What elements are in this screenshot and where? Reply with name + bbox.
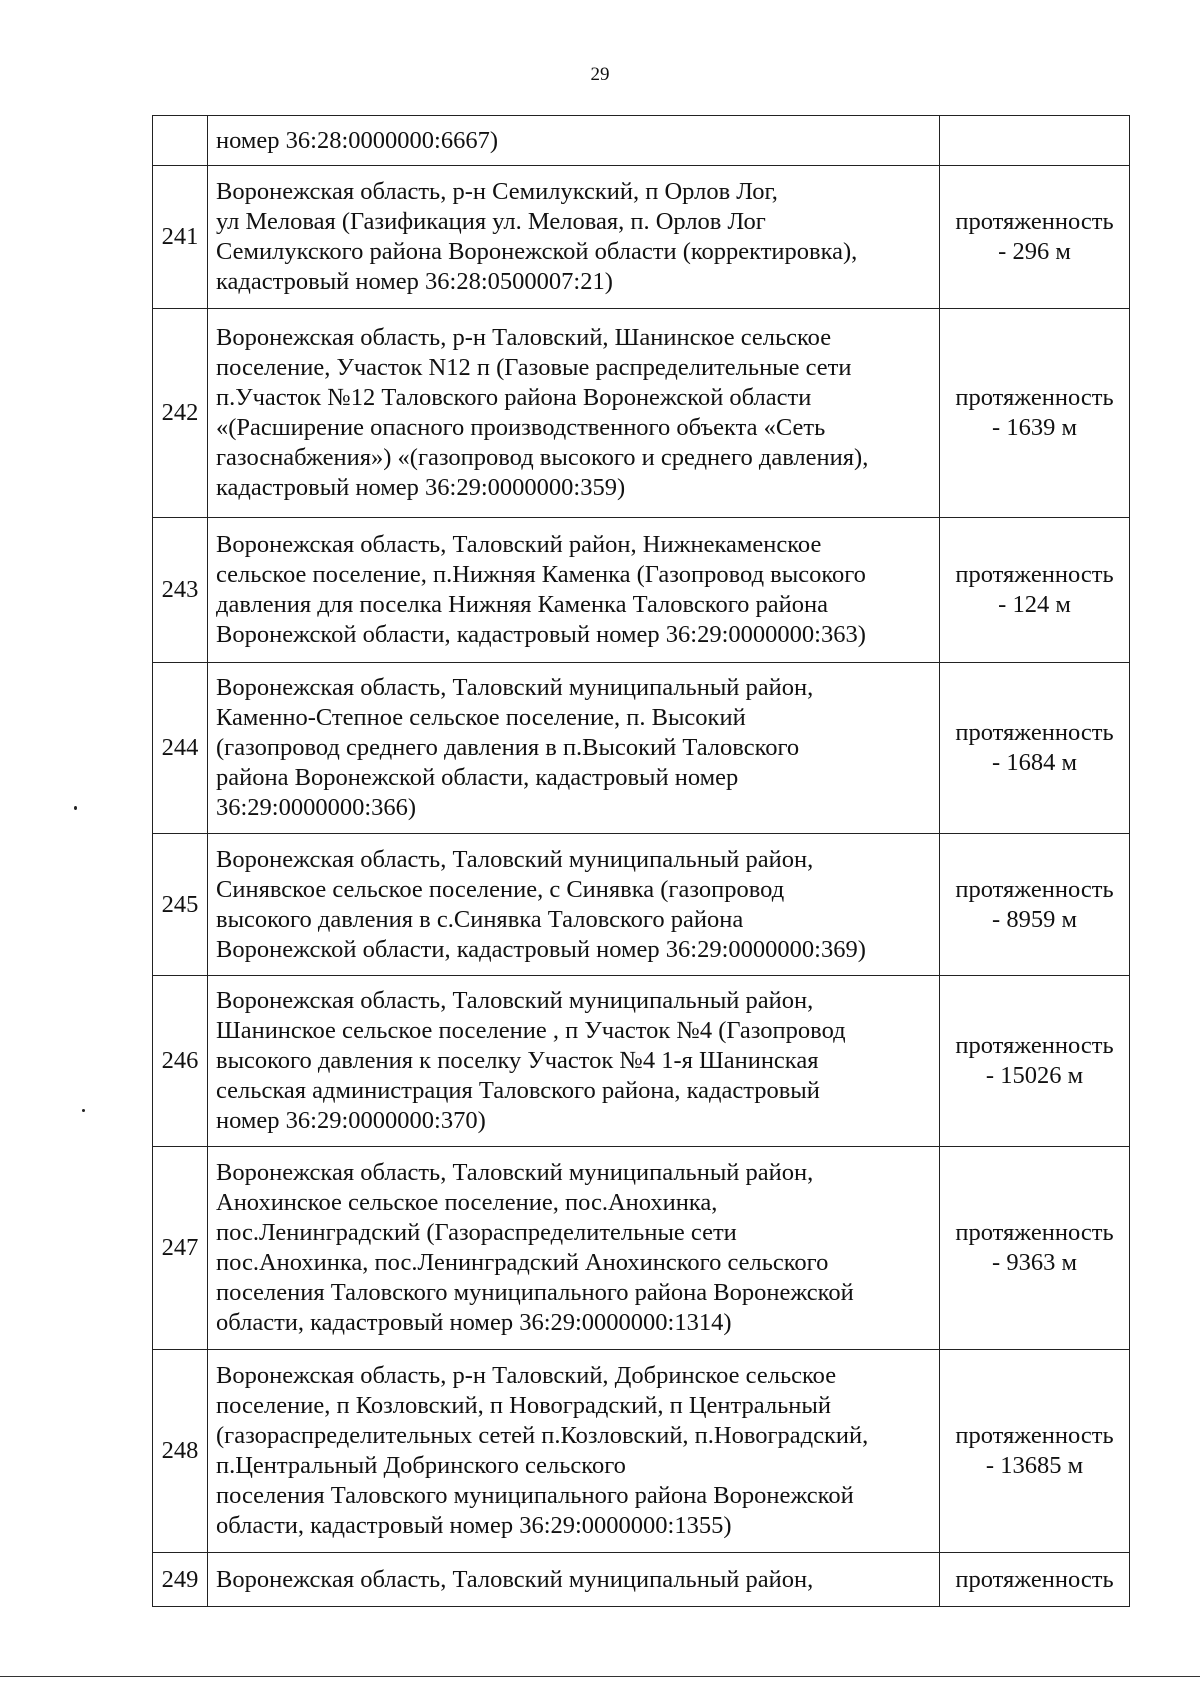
extent-line: - 15026 м xyxy=(985,1062,1084,1089)
row-extent xyxy=(940,1553,1130,1607)
extent-line: - 296 м xyxy=(998,238,1071,265)
page-number: 29 xyxy=(590,64,610,85)
description-line: кадастровый номер 36:28:0500007:21) xyxy=(216,268,613,295)
description-line: поселения Таловского муниципального района Воронежской xyxy=(216,1279,854,1306)
description-line: номер 36:28:0000000:6667) xyxy=(216,126,498,154)
row-description xyxy=(208,1147,940,1350)
row-description xyxy=(208,166,940,309)
description-line: п.Участок №12 Таловского района Воронежской области xyxy=(216,384,812,411)
description-line: Воронежская область, р-н Таловский, Шанинское сельское xyxy=(216,324,832,351)
row-extent xyxy=(940,166,1130,309)
description-line: номер 36:29:0000000:370) xyxy=(216,1107,486,1134)
extent-line: протяженность xyxy=(955,875,1114,903)
table-row xyxy=(153,116,1130,166)
row-number: 241 xyxy=(153,166,208,309)
row-extent xyxy=(940,518,1130,663)
description-line: поселения Таловского муниципального района Воронежской xyxy=(216,1482,854,1509)
description-line: Анохинское сельское поселение, пос.Анохинка, xyxy=(216,1189,718,1216)
row-extent xyxy=(940,309,1130,518)
row-number: 247 xyxy=(153,1147,208,1350)
extent-line: - 13685 м xyxy=(985,1452,1084,1479)
description-line: ул Меловая (Газификация ул. Меловая, п. Орлов Лог xyxy=(216,208,766,235)
row-description xyxy=(208,1350,940,1553)
table-row xyxy=(153,663,1130,834)
extent-line: - 1684 м xyxy=(992,749,1077,776)
extent-line: протяженность xyxy=(955,1422,1114,1449)
extent-line: протяженность xyxy=(955,1219,1114,1246)
description-line: «(Расширение опасного производственного объекта «Сеть xyxy=(216,414,826,441)
description-line: Семилукского района Воронежской области (корректировка), xyxy=(216,238,858,265)
description-line: Воронежская область, Таловский муниципальный район, xyxy=(216,845,814,873)
table-row xyxy=(153,834,1130,976)
description-line: Воронежская область, р-н Семилукский, п Орлов Лог, xyxy=(216,178,778,205)
extent-line: протяженность xyxy=(955,1032,1114,1059)
extent-line: протяженность xyxy=(955,719,1114,746)
row-extent xyxy=(940,834,1130,976)
description-line: Синявское сельское поселение, с Синявка (газопровод xyxy=(216,875,785,903)
description-line: п.Центральный Добринского сельского xyxy=(216,1452,626,1479)
register-table-body xyxy=(153,116,1130,1607)
description-line: Воронежская область, Таловский муниципальный район, xyxy=(216,674,814,701)
table-row xyxy=(153,166,1130,309)
row-extent xyxy=(940,1350,1130,1553)
extent-line: - 124 м xyxy=(998,591,1071,618)
table-row xyxy=(153,309,1130,518)
row-description xyxy=(208,663,940,834)
row-description xyxy=(208,309,940,518)
description-line: сельская администрация Таловского района, кадастровый xyxy=(216,1077,820,1104)
scan-edge-rule xyxy=(0,1676,1200,1677)
description-line: пос.Анохинка, пос.Ленинградский Анохинского сельского xyxy=(216,1249,829,1276)
description-line: 36:29:0000000:366) xyxy=(216,794,417,821)
row-description xyxy=(208,116,940,166)
description-line: Воронежская область, Таловский муниципальный район, xyxy=(216,1565,814,1593)
description-line: (газораспределительных сетей п.Козловский, п.Новоградский, xyxy=(216,1422,869,1449)
row-extent xyxy=(940,976,1130,1147)
row-number: 246 xyxy=(153,976,208,1147)
description-line: поселение, Участок N12 п (Газовые распределительные сети xyxy=(216,354,852,381)
table-row xyxy=(153,976,1130,1147)
description-line: давления для поселка Нижняя Каменка Таловского района xyxy=(216,591,828,618)
scan-speck xyxy=(82,1109,85,1112)
description-line: района Воронежской области, кадастровый номер xyxy=(216,764,739,791)
table-row xyxy=(153,1350,1130,1553)
scan-speck xyxy=(74,806,77,810)
description-line: поселение, п Козловский, п Новоградский, п Центральный xyxy=(216,1392,831,1419)
table-row xyxy=(153,518,1130,663)
row-description xyxy=(208,1553,940,1607)
table-row xyxy=(153,1147,1130,1350)
extent-line: протяженность xyxy=(955,208,1114,235)
description-line: Воронежской области, кадастровый номер 36:29:0000000:363) xyxy=(216,621,866,648)
description-line: области, кадастровый номер 36:29:0000000:1355) xyxy=(216,1512,732,1539)
extent-line: - 9363 м xyxy=(992,1249,1077,1276)
description-line: газоснабжения») «(газопровод высокого и среднего давления), xyxy=(216,444,869,471)
row-extent xyxy=(940,1147,1130,1350)
description-line: высокого давления в с.Синявка Таловского района xyxy=(216,905,744,933)
row-extent xyxy=(940,116,1130,166)
description-line: пос.Ленинградский (Газораспределительные сети xyxy=(216,1219,737,1246)
description-line: сельское поселение, п.Нижняя Каменка (Газопровод высокого xyxy=(216,561,866,588)
description-line: высокого давления к поселку Участок №4 1-я Шанинская xyxy=(216,1047,819,1074)
description-line: Воронежской области, кадастровый номер 36:29:0000000:369) xyxy=(216,935,866,963)
description-line: кадастровый номер 36:29:0000000:359) xyxy=(216,474,626,501)
description-line: Каменно-Степное сельское поселение, п. Высокий xyxy=(216,704,746,731)
table-row xyxy=(153,1553,1130,1607)
row-number: 244 xyxy=(153,663,208,834)
extent-line: - 8959 м xyxy=(992,905,1077,933)
description-line: Шанинское сельское поселение , п Участок №4 (Газопровод xyxy=(216,1017,846,1044)
row-description xyxy=(208,518,940,663)
row-description xyxy=(208,834,940,976)
description-line: Воронежская область, Таловский муниципальный район, xyxy=(216,1159,814,1186)
row-number: 248 xyxy=(153,1350,208,1553)
description-line: Воронежская область, р-н Таловский, Добринское сельское xyxy=(216,1362,837,1389)
row-number xyxy=(153,116,208,166)
extent-line: - 1639 м xyxy=(992,414,1077,441)
description-line: Воронежская область, Таловский муниципальный район, xyxy=(216,987,814,1014)
description-line: Воронежская область, Таловский район, Нижнекаменское xyxy=(216,531,822,558)
extent-line: протяженность xyxy=(955,384,1114,411)
extent-line: протяженность xyxy=(955,1565,1114,1593)
row-number: 249 xyxy=(153,1553,208,1607)
row-extent xyxy=(940,663,1130,834)
row-number: 245 xyxy=(153,834,208,976)
row-number: 243 xyxy=(153,518,208,663)
row-description xyxy=(208,976,940,1147)
description-line: области, кадастровый номер 36:29:0000000:1314) xyxy=(216,1309,732,1336)
description-line: (газопровод среднего давления в п.Высокий Таловского xyxy=(216,734,800,761)
extent-line: протяженность xyxy=(955,561,1114,588)
register-table xyxy=(152,115,1130,1607)
row-number: 242 xyxy=(153,309,208,518)
